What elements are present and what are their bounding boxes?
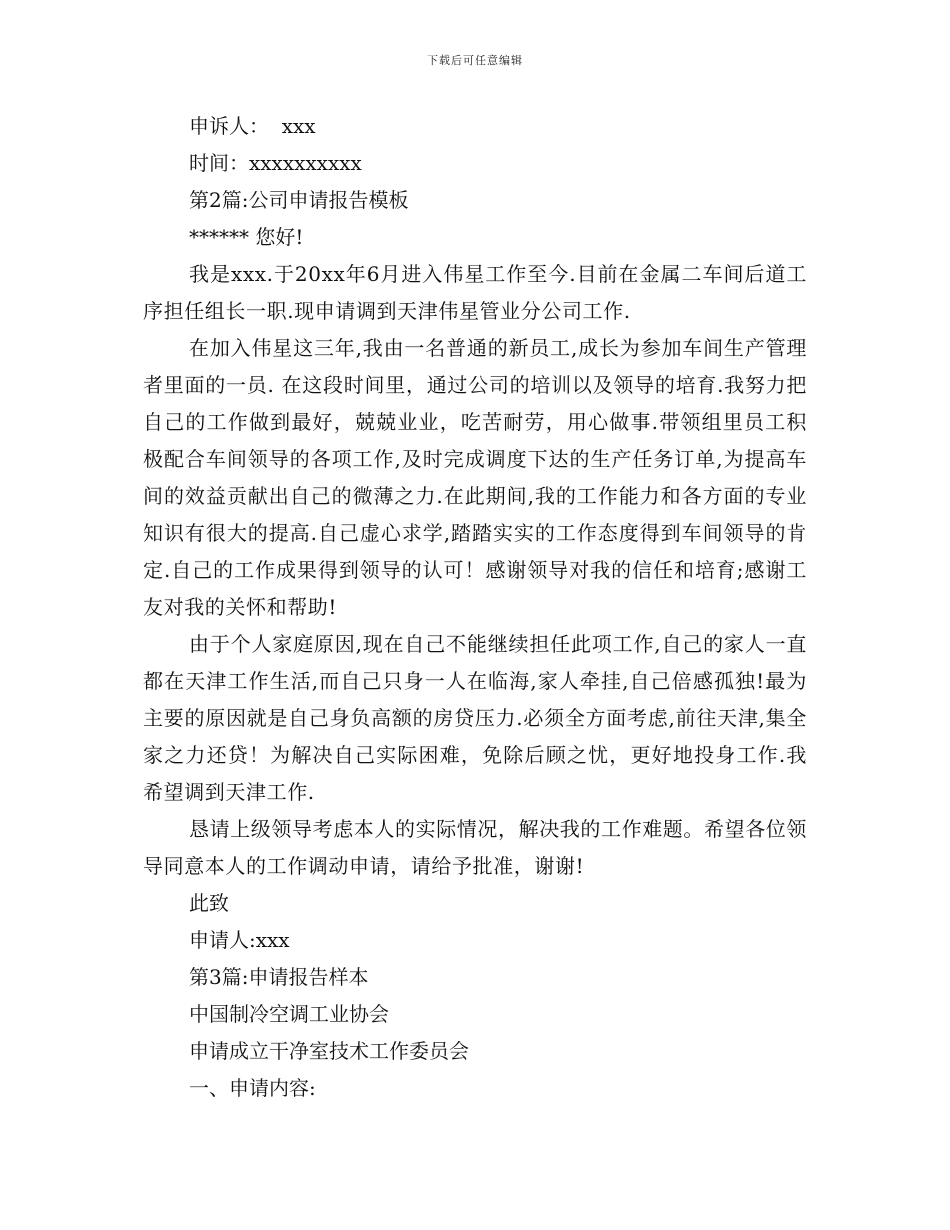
closing-line: 此致 xyxy=(189,891,229,915)
section-heading-application-content: 一、申请内容: xyxy=(189,1076,316,1100)
paragraph-request: 恳请上级领导考虑本人的实际情况，解决我的工作难题。希望各位领导同意本人的工作调动申请，请给予批准，谢谢! xyxy=(143,817,807,878)
paragraph-intro: 我是xxx.于20xx年6月进入伟星工作至今.目前在金属二车间后道工序担任组长一职.现申请调到天津伟星管业分公司工作. xyxy=(143,262,807,323)
applicant-line: 申请人:xxx xyxy=(189,928,290,952)
document-body xyxy=(143,108,807,1107)
page-header-note: 下载后可任意编辑 xyxy=(427,54,523,67)
petitioner-line: 申诉人： xxx xyxy=(189,114,316,138)
greeting-line: ****** 您好! xyxy=(189,225,304,249)
organization-line: 中国制冷空调工业协会 xyxy=(189,1002,389,1026)
section-2-title: 第2篇:公司申请报告模板 xyxy=(189,188,409,212)
time-line: 时间：xxxxxxxxxx xyxy=(189,151,362,175)
section-3-title: 第3篇:申请报告样本 xyxy=(189,965,369,989)
application-subject-line: 申请成立干净室技术工作委员会 xyxy=(189,1039,469,1063)
paragraph-experience: 在加入伟星这三年,我由一名普通的新员工,成长为参加车间生产管理者里面的一员. 在这段时间里，通过公司的培训以及领导的培育.我努力把自己的工作做到最好，兢兢业业，吃苦耐劳，用心做事.带领组里员工积极配合车间领导的各项工作,及时完成调度下达的生产任务订单,为提高车间的效益贡献出自己的微薄之力.在此期间,我的工作能力和各方面的专业知识有很大的提高.自己虚心求学,踏踏实实的工作态度得到车间领导的肯定.自己的工作成果得到领导的认可！感谢领导对我的信任和培育;感谢工友对我的关怀和帮助! xyxy=(143,336,807,619)
paragraph-reason: 由于个人家庭原因,现在自己不能继续担任此项工作,自己的家人一直都在天津工作生活,而自己只身一人在临海,家人牵挂,自己倍感孤独!最为主要的原因就是自己身负高额的房贷压力.必须全方面考虑,前往天津,集全家之力还贷！为解决自己实际困难，免除后顾之忧，更好地投身工作.我希望调到天津工作. xyxy=(143,632,807,804)
